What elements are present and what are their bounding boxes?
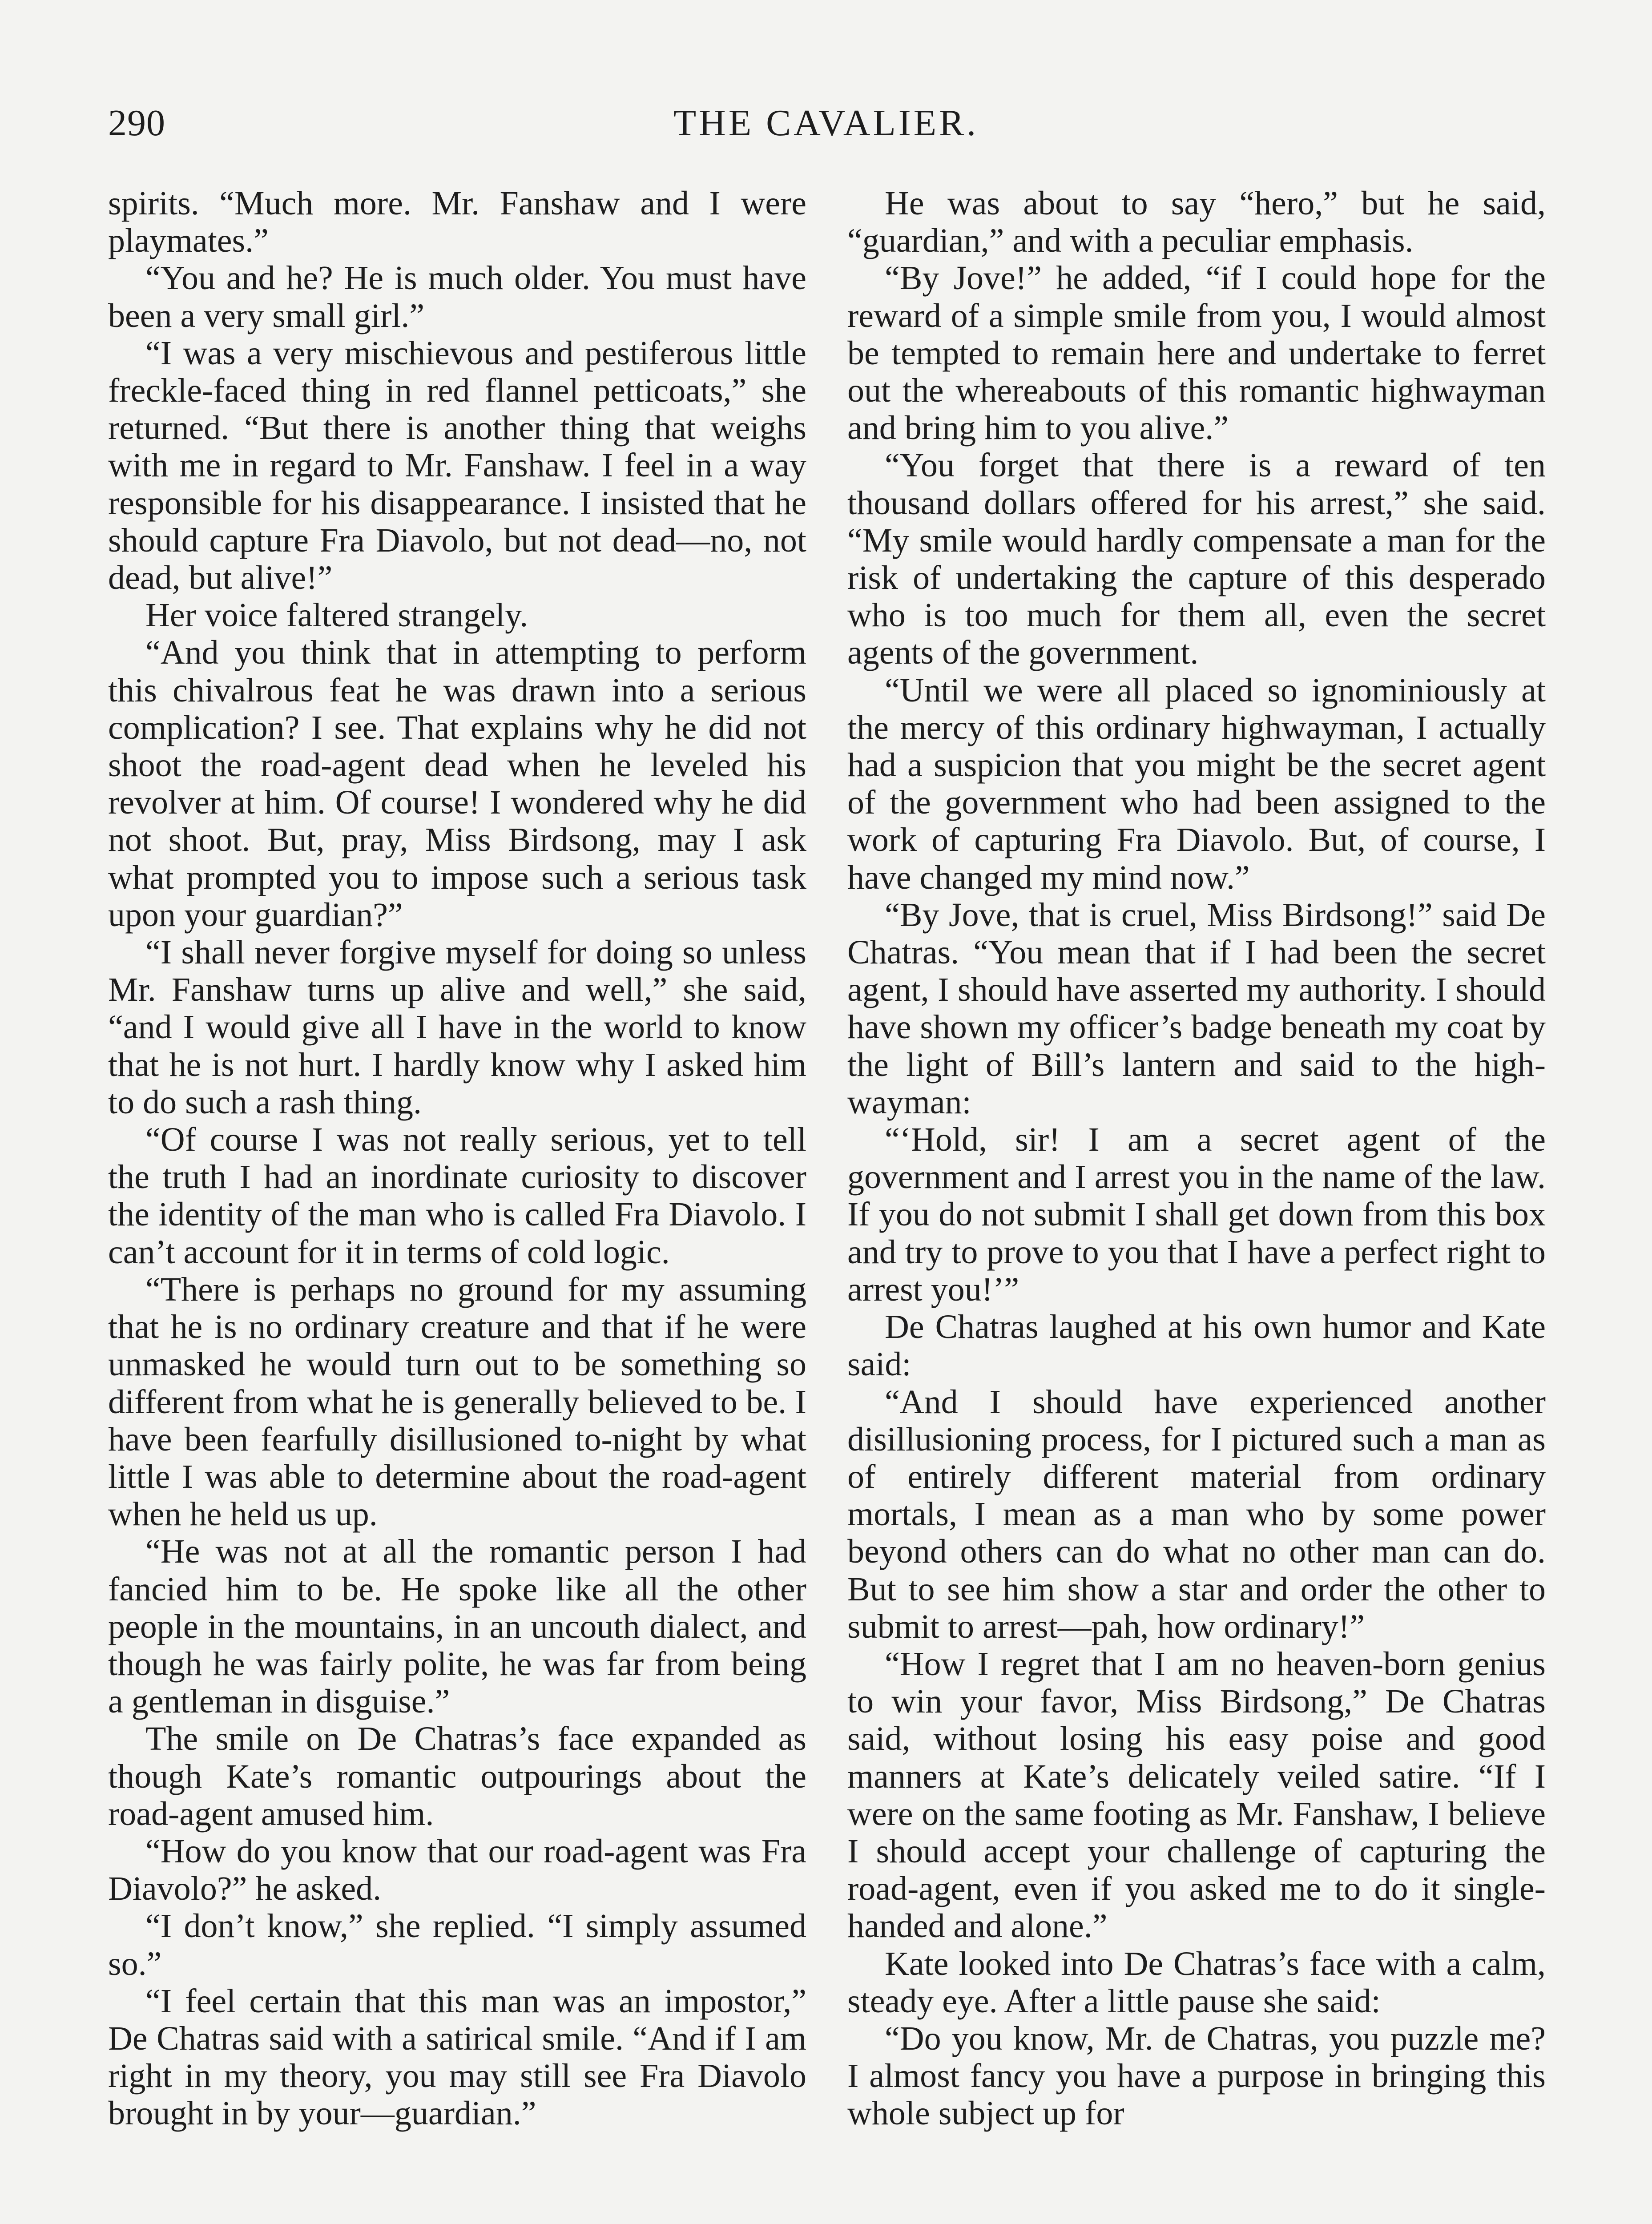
paragraph: “By Jove, that is cruel, Miss Birdsong!” said De Chatras. “You mean that if I had been the secret agent, I should have asserted my authority. I should have shown my officer’s badge beneath my coat by the light of Bill’s lantern and said to the highwayman: — [847, 896, 1546, 1121]
paragraph: “And you think that in attempting to perform this chivalrous feat he was drawn into a serious complication? I see. That explains why he did not shoot the road-agent dead when he leveled his revolver at him. Of course! I wondered why he did not shoot. But, pray, Miss Birdsong, may I ask what prompted you to impose such a serious task upon your guardian?” — [108, 634, 806, 934]
paragraph: “By Jove!” he added, “if I could hope for the reward of a simple smile from you, I would almost be tempted to remain here and undertake to ferret out the whereabouts of this romantic highwayman and bring him to you alive.” — [847, 259, 1546, 447]
paragraph: He was about to say “hero,” but he said, “guardian,” and with a peculiar emphasis. — [847, 185, 1546, 260]
paragraph: “I was a very mischievous and pestiferous little freckle-faced thing in red flannel petticoats,” she returned. “But there is another thing that weighs with me in regard to Mr. Fanshaw. I feel in a way responsible for his disappearance. I insisted that he should capture Fra Diavolo, but not dead—no, not dead, but alive!” — [108, 334, 806, 597]
paragraph: “Until we were all placed so ignominiously at the mercy of this ordinary highwayman, I actually had a suspicion that you might be the secret agent of the government who had been assigned to the work of capturing Fra Diavolo. But, of course, I have changed my mind now.” — [847, 671, 1546, 896]
paragraph: “You forget that there is a reward of ten thousand dollars offered for his arrest,” she said. “My smile would hardly compensate a man for the risk of undertaking the capture of this desperado who is too much for them all, even the secret agents of the government. — [847, 447, 1546, 672]
paragraph: “There is perhaps no ground for my assuming that he is no ordinary creature and that if he were unmasked he would turn out to be something so different from what he is generally believed to be. I have been fearfully disillusioned to-night by what little I was able to determine about the road-agent when he held us up. — [108, 1270, 806, 1533]
paragraph: “I shall never forgive myself for doing so unless Mr. Fanshaw turns up alive and well,” she said, “and I would give all I have in the world to know that he is not hurt. I hardly know why I asked him to do such a rash thing. — [108, 934, 806, 1121]
running-title: THE CAVALIER. — [673, 102, 979, 144]
page-header — [108, 101, 1544, 155]
paragraph: “I feel certain that this man was an impostor,” De Chatras said with a satirical smile. “And if I am right in my theory, you may still see Fra Diavolo brought in by your—guardian.” — [108, 1982, 806, 2132]
paragraph: The smile on De Chatras’s face expanded as though Kate’s romantic outpourings about the road-agent amused him. — [108, 1720, 806, 1833]
paragraph: “He was not at all the romantic person I had fancied him to be. He spoke like all the other people in the mountains, in an uncouth dialect, and though he was fairly polite, he was far from being a gentleman in disguise.” — [108, 1533, 806, 1720]
paragraph: “Do you know, Mr. de Chatras, you puzzle me? I almost fancy you have a purpose in bringing this whole subject up for — [847, 2019, 1546, 2132]
paragraph: “How I regret that I am no heaven-born genius to win your favor, Miss Birdsong,” De Chatras said, without losing his easy poise and good manners at Kate’s delicately veiled satire. “If I were on the same footing as Mr. Fanshaw, I believe I should accept your challenge of capturing the road-agent, even if you asked me to do it single-handed and alone.” — [847, 1645, 1546, 1945]
paragraph: “And I should have experienced another disillusioning process, for I pictured such a man as of entirely different material from ordinary mortals, I mean as a man who by some power beyond others can do what no other man can do. But to see him show a star and order the other to submit to arrest—pah, how ordinary!” — [847, 1383, 1546, 1645]
paragraph: “Of course I was not really serious, yet to tell the truth I had an inordinate curiosity to discover the identity of the man who is called Fra Diavolo. I can’t account for it in terms of cold logic. — [108, 1121, 806, 1271]
paragraph: De Chatras laughed at his own humor and Kate said: — [847, 1308, 1546, 1383]
page-number: 290 — [108, 102, 165, 144]
paragraph: “I don’t know,” she replied. “I simply assumed so.” — [108, 1907, 806, 1982]
paragraph: “‘Hold, sir! I am a secret agent of the government and I arrest you in the name of the law. If you do not submit I shall get down from this box and try to prove to you that I have a perfect right to arrest you!’” — [847, 1121, 1546, 1308]
paragraph: spirits. “Much more. Mr. Fanshaw and I were playmates.” — [108, 185, 806, 260]
left-column — [108, 185, 806, 2132]
right-column — [847, 185, 1546, 2132]
paragraph: “How do you know that our road-agent was Fra Diavolo?” he asked. — [108, 1832, 806, 1908]
paragraph: Kate looked into De Chatras’s face with a calm, steady eye. After a little pause she said: — [847, 1945, 1546, 2020]
paragraph: Her voice faltered strangely. — [145, 596, 528, 634]
paragraph: “You and he? He is much older. You must have been a very small girl.” — [108, 259, 806, 334]
